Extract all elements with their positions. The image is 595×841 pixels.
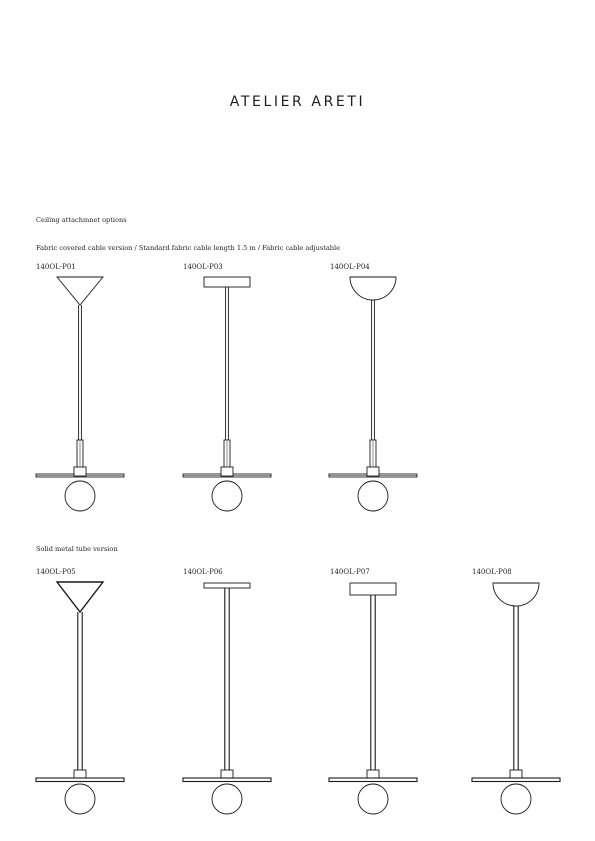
lamp-p04 — [329, 277, 417, 511]
half-dome-icon — [350, 277, 396, 300]
lamp-p03 — [183, 277, 271, 511]
rectangle-plate-icon — [204, 277, 250, 287]
slim-plate-icon — [204, 583, 250, 588]
cone-icon — [57, 277, 103, 305]
half-dome-icon — [493, 583, 539, 606]
model-code-p07: 140OL-P07 — [330, 568, 370, 576]
model-code-p05: 140OL-P05 — [36, 568, 76, 576]
model-code-p03: 140OL-P03 — [183, 263, 223, 271]
fabric-version-heading: Fabric covered cable version / Standard fabric cable length 1.5 m / Fabric cable adjustable — [36, 244, 341, 252]
lamp-p01 — [36, 277, 124, 511]
section-title: Ceiling attachmnet options — [36, 216, 127, 224]
lamp-p05 — [36, 582, 124, 814]
lamp-p07 — [329, 583, 417, 814]
rectangle-plate-icon — [350, 583, 396, 595]
model-code-p08: 140OL-P08 — [472, 568, 512, 576]
metal-version-heading: Solid metal tube version — [36, 545, 118, 553]
lamp-p08 — [472, 583, 560, 814]
model-code-p01: 140OL-P01 — [36, 263, 76, 271]
cone-icon — [57, 582, 103, 612]
lamp-p06 — [183, 583, 271, 814]
model-code-p04: 140OL-P04 — [330, 263, 370, 271]
brand-logo: ATELIER ARETI — [229, 94, 366, 110]
model-code-p06: 140OL-P06 — [183, 568, 223, 576]
